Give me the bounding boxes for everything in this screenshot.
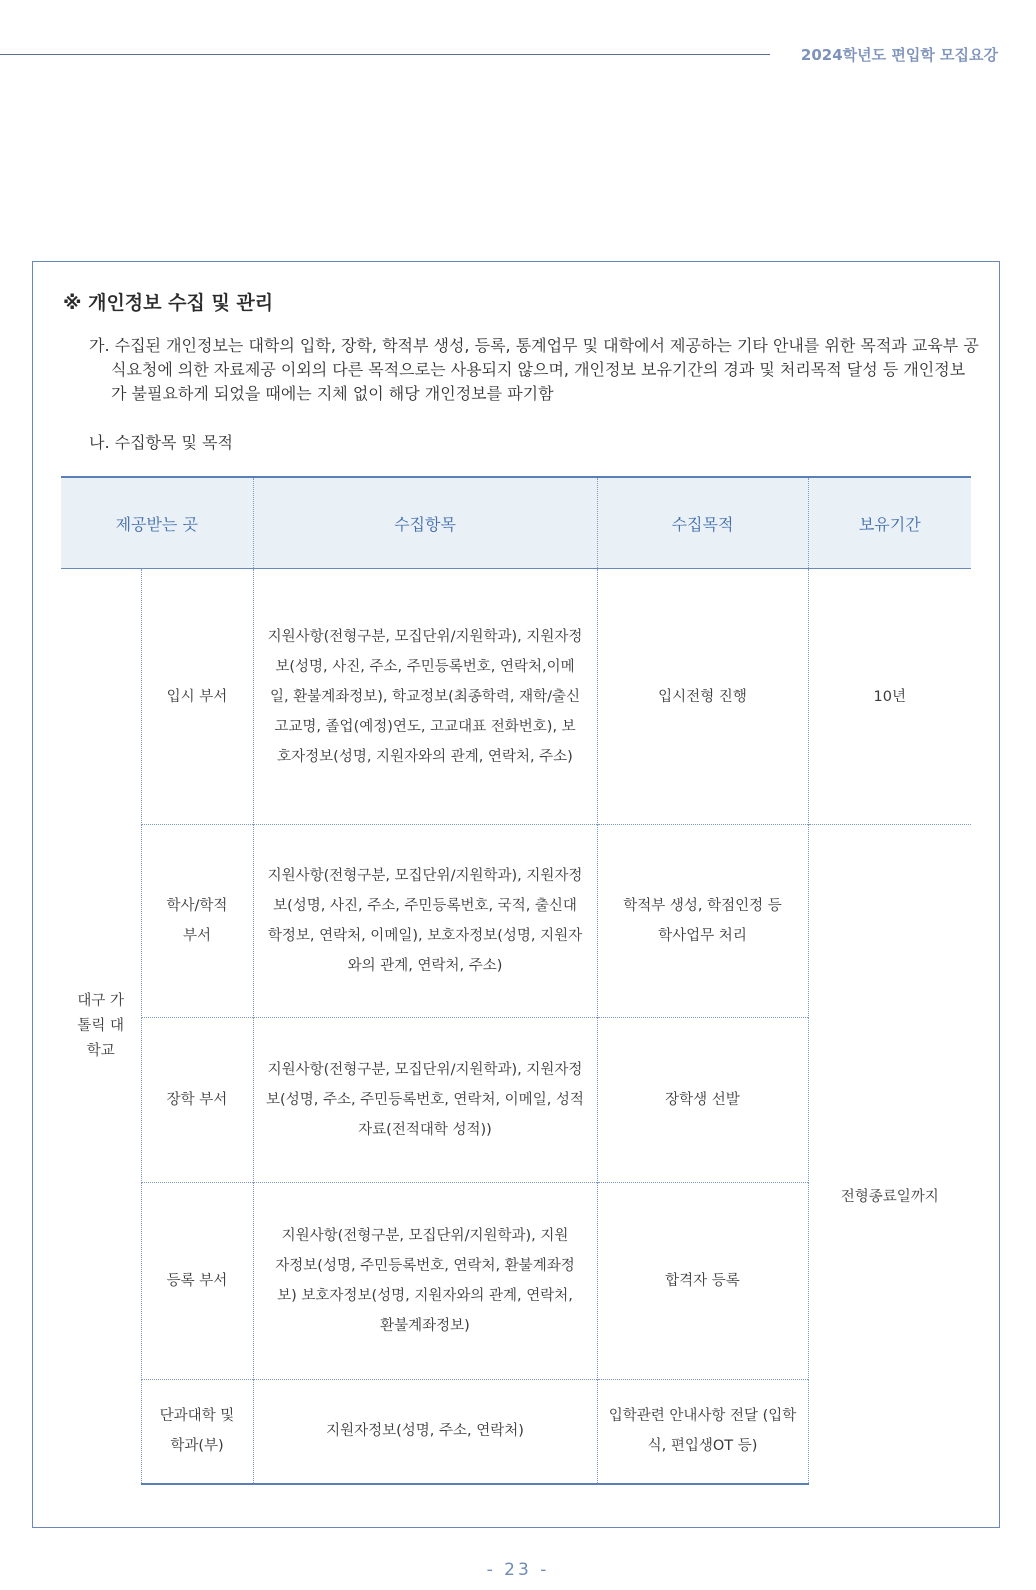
- table-row: [61, 825, 971, 1018]
- paragraph-ga-text: 가. 수집된 개인정보는 대학의 입학, 장학, 학적부 생성, 등록, 통계업무 및 대학에서 제공하는 기타 안내를 위한 목적과 교육부 공식요청에 의한 자료제공 이외의 다른 목적으로는 사용되지 않으며, 개인정보 보유기간의 경과 및 처리목적 달성 등 개인정보가 불필요하게 되었을 때에는 지체 없이 해당 개인정보를 파기함: [89, 336, 979, 403]
- dept-text: 단과대학 및 학과(부): [159, 1408, 235, 1455]
- purpose-cell: 합격자 등록: [597, 1183, 808, 1380]
- paragraph-na: 나. 수집항목 및 목적: [89, 433, 233, 452]
- period-cell: 10년: [808, 569, 971, 825]
- privacy-info-box: [32, 261, 1000, 1528]
- header-title: 2024학년도 편입학 모집요강: [800, 46, 998, 64]
- purpose-cell: 입시전형 진행: [597, 569, 808, 825]
- dept-cell: 입시 부서: [141, 569, 253, 825]
- items-cell: [253, 569, 597, 825]
- items-cell: 지원자정보(성명, 주소, 연락처): [253, 1380, 597, 1484]
- purpose-text: 입학관련 안내사항 전달 (입학식, 편입생OT 등): [608, 1408, 797, 1455]
- header-purpose: 수집목적: [597, 477, 808, 569]
- items-text: 지원사항(전형구분, 모집단위/지원학과), 지원자정보(성명, 주소, 주민등록번호, 연락처, 이메일, 성적자료(전적대학 성적)): [266, 1062, 584, 1138]
- period-text: 전형종료일까지: [840, 1188, 939, 1205]
- items-cell: [253, 825, 597, 1018]
- dept-cell: 장학 부서: [141, 1018, 253, 1183]
- purpose-cell: [597, 1380, 808, 1484]
- dept-cell: 등록 부서: [141, 1183, 253, 1380]
- paragraph-ga: [89, 334, 979, 406]
- table-header-row: [61, 477, 971, 569]
- items-text: 지원사항(전형구분, 모집단위/지원학과), 지원자정보(성명, 사진, 주소, 주민등록번호, 국적, 출신대학정보, 연락처, 이메일), 보호자정보(성명, 지원자와의 관계, 연락처, 주소): [267, 868, 583, 974]
- period-cell: [808, 825, 971, 1484]
- purpose-text: 학적부 생성, 학점인정 등 학사업무 처리: [623, 898, 782, 944]
- provider-text: 대구 가톨릭 대학교: [77, 992, 125, 1059]
- provider-cell: [61, 569, 141, 1484]
- items-cell: [253, 1018, 597, 1183]
- header-period: 보유기간: [808, 477, 971, 569]
- header-provider: 제공받는 곳: [61, 477, 253, 569]
- header-items: 수집항목: [253, 477, 597, 569]
- items-text: 지원사항(전형구분, 모집단위/지원학과), 지원자정보(성명, 주민등록번호, 연락처, 환불계좌정보) 보호자정보(성명, 지원자와의 관계, 연락처, 환불계좌정보): [275, 1228, 575, 1334]
- table-row: [61, 569, 971, 825]
- dept-cell: [141, 825, 253, 1018]
- page-number: - 23 -: [486, 1560, 550, 1580]
- dept-cell: [141, 1380, 253, 1484]
- purpose-cell: [597, 825, 808, 1018]
- collection-table: [61, 476, 971, 1485]
- section-title: ※ 개인정보 수집 및 관리: [63, 292, 274, 314]
- purpose-cell: 장학생 선발: [597, 1018, 808, 1183]
- items-text: 지원사항(전형구분, 모집단위/지원학과), 지원자정보(성명, 사진, 주소, 주민등록번호, 연락처,이메일, 환불계좌정보), 학교정보(최종학력, 재학/출신고교명, 졸업(예정)연도, 고교대표 전화번호), 보호자정보(성명, 지원자와의 관계, 연락처, 주소): [267, 628, 583, 765]
- dept-text: 학사/학적 부서: [166, 898, 228, 944]
- header-divider: [0, 54, 770, 55]
- items-cell: [253, 1183, 597, 1380]
